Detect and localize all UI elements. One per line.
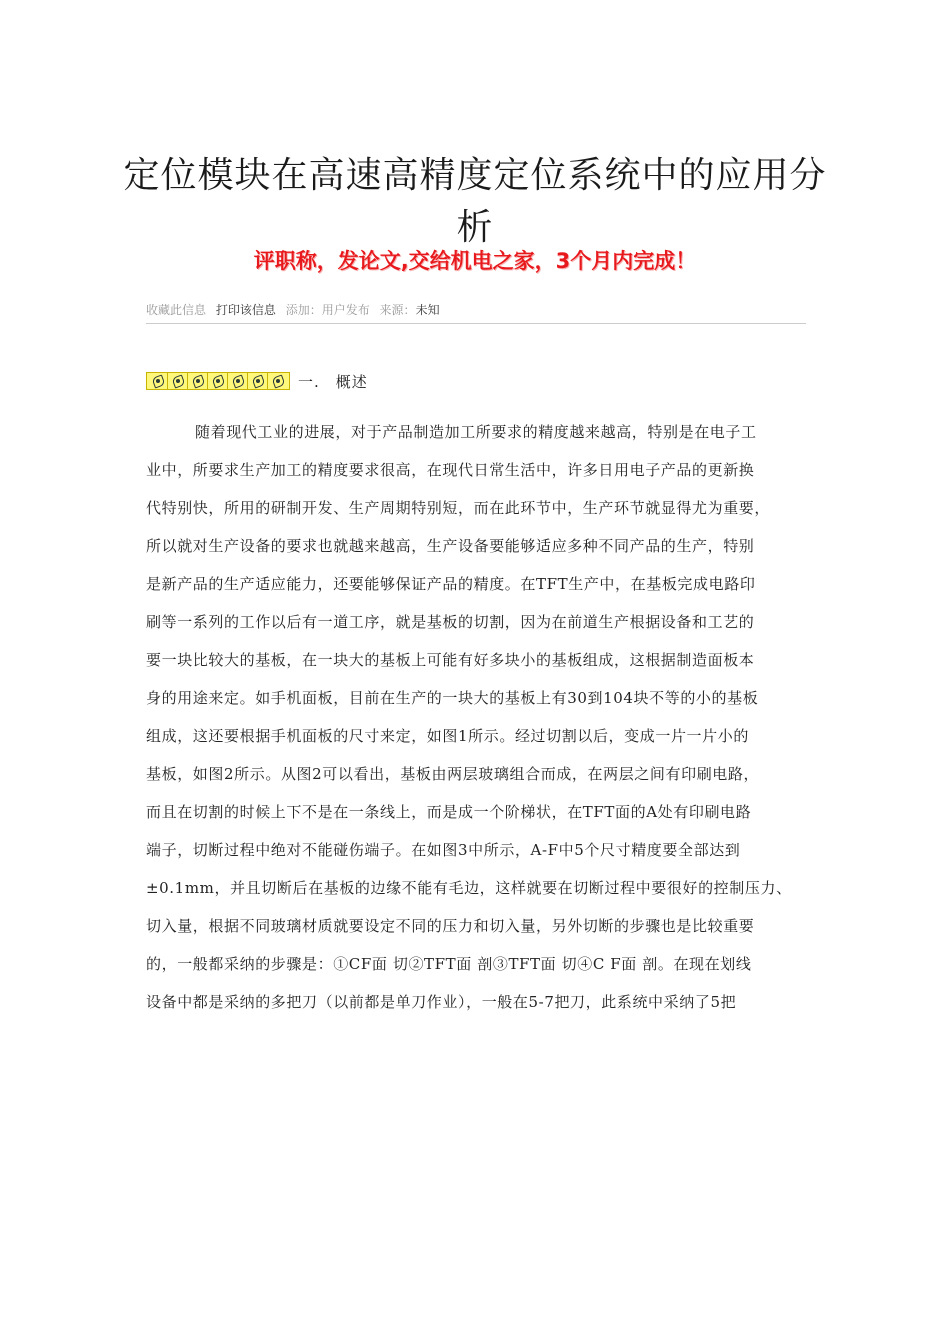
paragraph-line: ±0.1mm，并且切断后在基板的边缘不能有毛边，这样就要在切断过程中要很好的控制压力、 (146, 879, 792, 897)
added-value: 用户发布 (321, 303, 370, 317)
paragraph-line: 所以就对生产设备的要求也就越来越高，生产设备要能够适应多种不同产品的生产，特别 (146, 537, 755, 555)
leaf-icon (188, 373, 208, 389)
article-body (146, 418, 826, 1026)
title-line-2: 析 (456, 207, 494, 248)
source-label: 来源： (379, 303, 416, 317)
document-title (120, 150, 830, 254)
info-meta-bar (146, 301, 446, 319)
paragraph-line: 刷等一系列的工作以后有一道工序，就是基板的切割，因为在前道生产根据设备和工艺的 (146, 613, 755, 631)
paragraph-line: 的，一般都采纳的步骤是：①CF面 切②TFT面 剖③TFT面 切④C F面 剖。在现在划线 (146, 955, 752, 973)
paragraph-line: 端子，切断过程中绝对不能碰伤端子。在如图3中所示，A-F中5个尺寸精度要全部达到 (146, 841, 741, 859)
leaf-icon (268, 373, 288, 389)
paragraph-line: 身的用途来定。如手机面板，目前在生产的一块大的基板上有30到104块不等的小的基板 (146, 689, 759, 707)
leaf-icon (148, 373, 168, 389)
source-info (380, 303, 440, 317)
paragraph-line: 基板，如图2所示。从图2可以看出，基板由两层玻璃组合而成，在两层之间有印刷电路， (146, 765, 760, 783)
paragraph-line: 随着现代工业的进展，对于产品制造加工所要求的精度越来越高，特别是在电子工 (195, 423, 757, 441)
section-heading (146, 371, 368, 391)
paragraph-line: 业中，所要求生产加工的精度要求很高，在现代日常生活中，许多日用电子产品的更新换 (146, 461, 755, 479)
title-line-1: 定位模块在高速高精度定位系统中的应用分 (123, 155, 827, 196)
added-label: 添加： (285, 303, 322, 317)
leaf-icon-strip (146, 372, 290, 390)
promo-slogan: 评职称，发论文,交给机电之家，3个月内完成！ (253, 249, 697, 273)
added-info (286, 303, 370, 317)
source-value: 未知 (415, 303, 440, 317)
bookmark-link[interactable]: 收藏此信息 (146, 303, 207, 317)
header-divider (146, 323, 806, 324)
print-link[interactable]: 打印该信息 (215, 303, 276, 317)
section-title: 一. 概述 (298, 372, 368, 391)
paragraph-line: 组成，这还要根据手机面板的尺寸来定，如图1所示。经过切割以后，变成一片一片小的 (146, 727, 749, 745)
paragraph-line: 是新产品的生产适应能力，还要能够保证产品的精度。在TFT生产中，在基板完成电路印 (146, 575, 756, 593)
paragraph-line: 切入量，根据不同玻璃材质就要设定不同的压力和切入量，另外切断的步骤也是比较重要 (146, 917, 755, 935)
leaf-icon (168, 373, 188, 389)
paragraph-line: 要一块比较大的基板，在一块大的基板上可能有好多块小的基板组成，这根据制造面板本 (146, 651, 755, 669)
leaf-icon (228, 373, 248, 389)
paragraph-line: 而且在切割的时候上下不是在一条线上，而是成一个阶梯状，在TFT面的A处有印刷电路 (146, 803, 752, 821)
paragraph-line: 代特别快，所用的研制开发、生产周期特别短，而在此环节中，生产环节就显得尤为重要， (146, 499, 771, 517)
paragraph-line: 设备中都是采纳的多把刀（以前都是单刀作业），一般在5-7把刀，此系统中采纳了5把 (146, 993, 737, 1011)
leaf-icon (248, 373, 268, 389)
leaf-icon (208, 373, 228, 389)
